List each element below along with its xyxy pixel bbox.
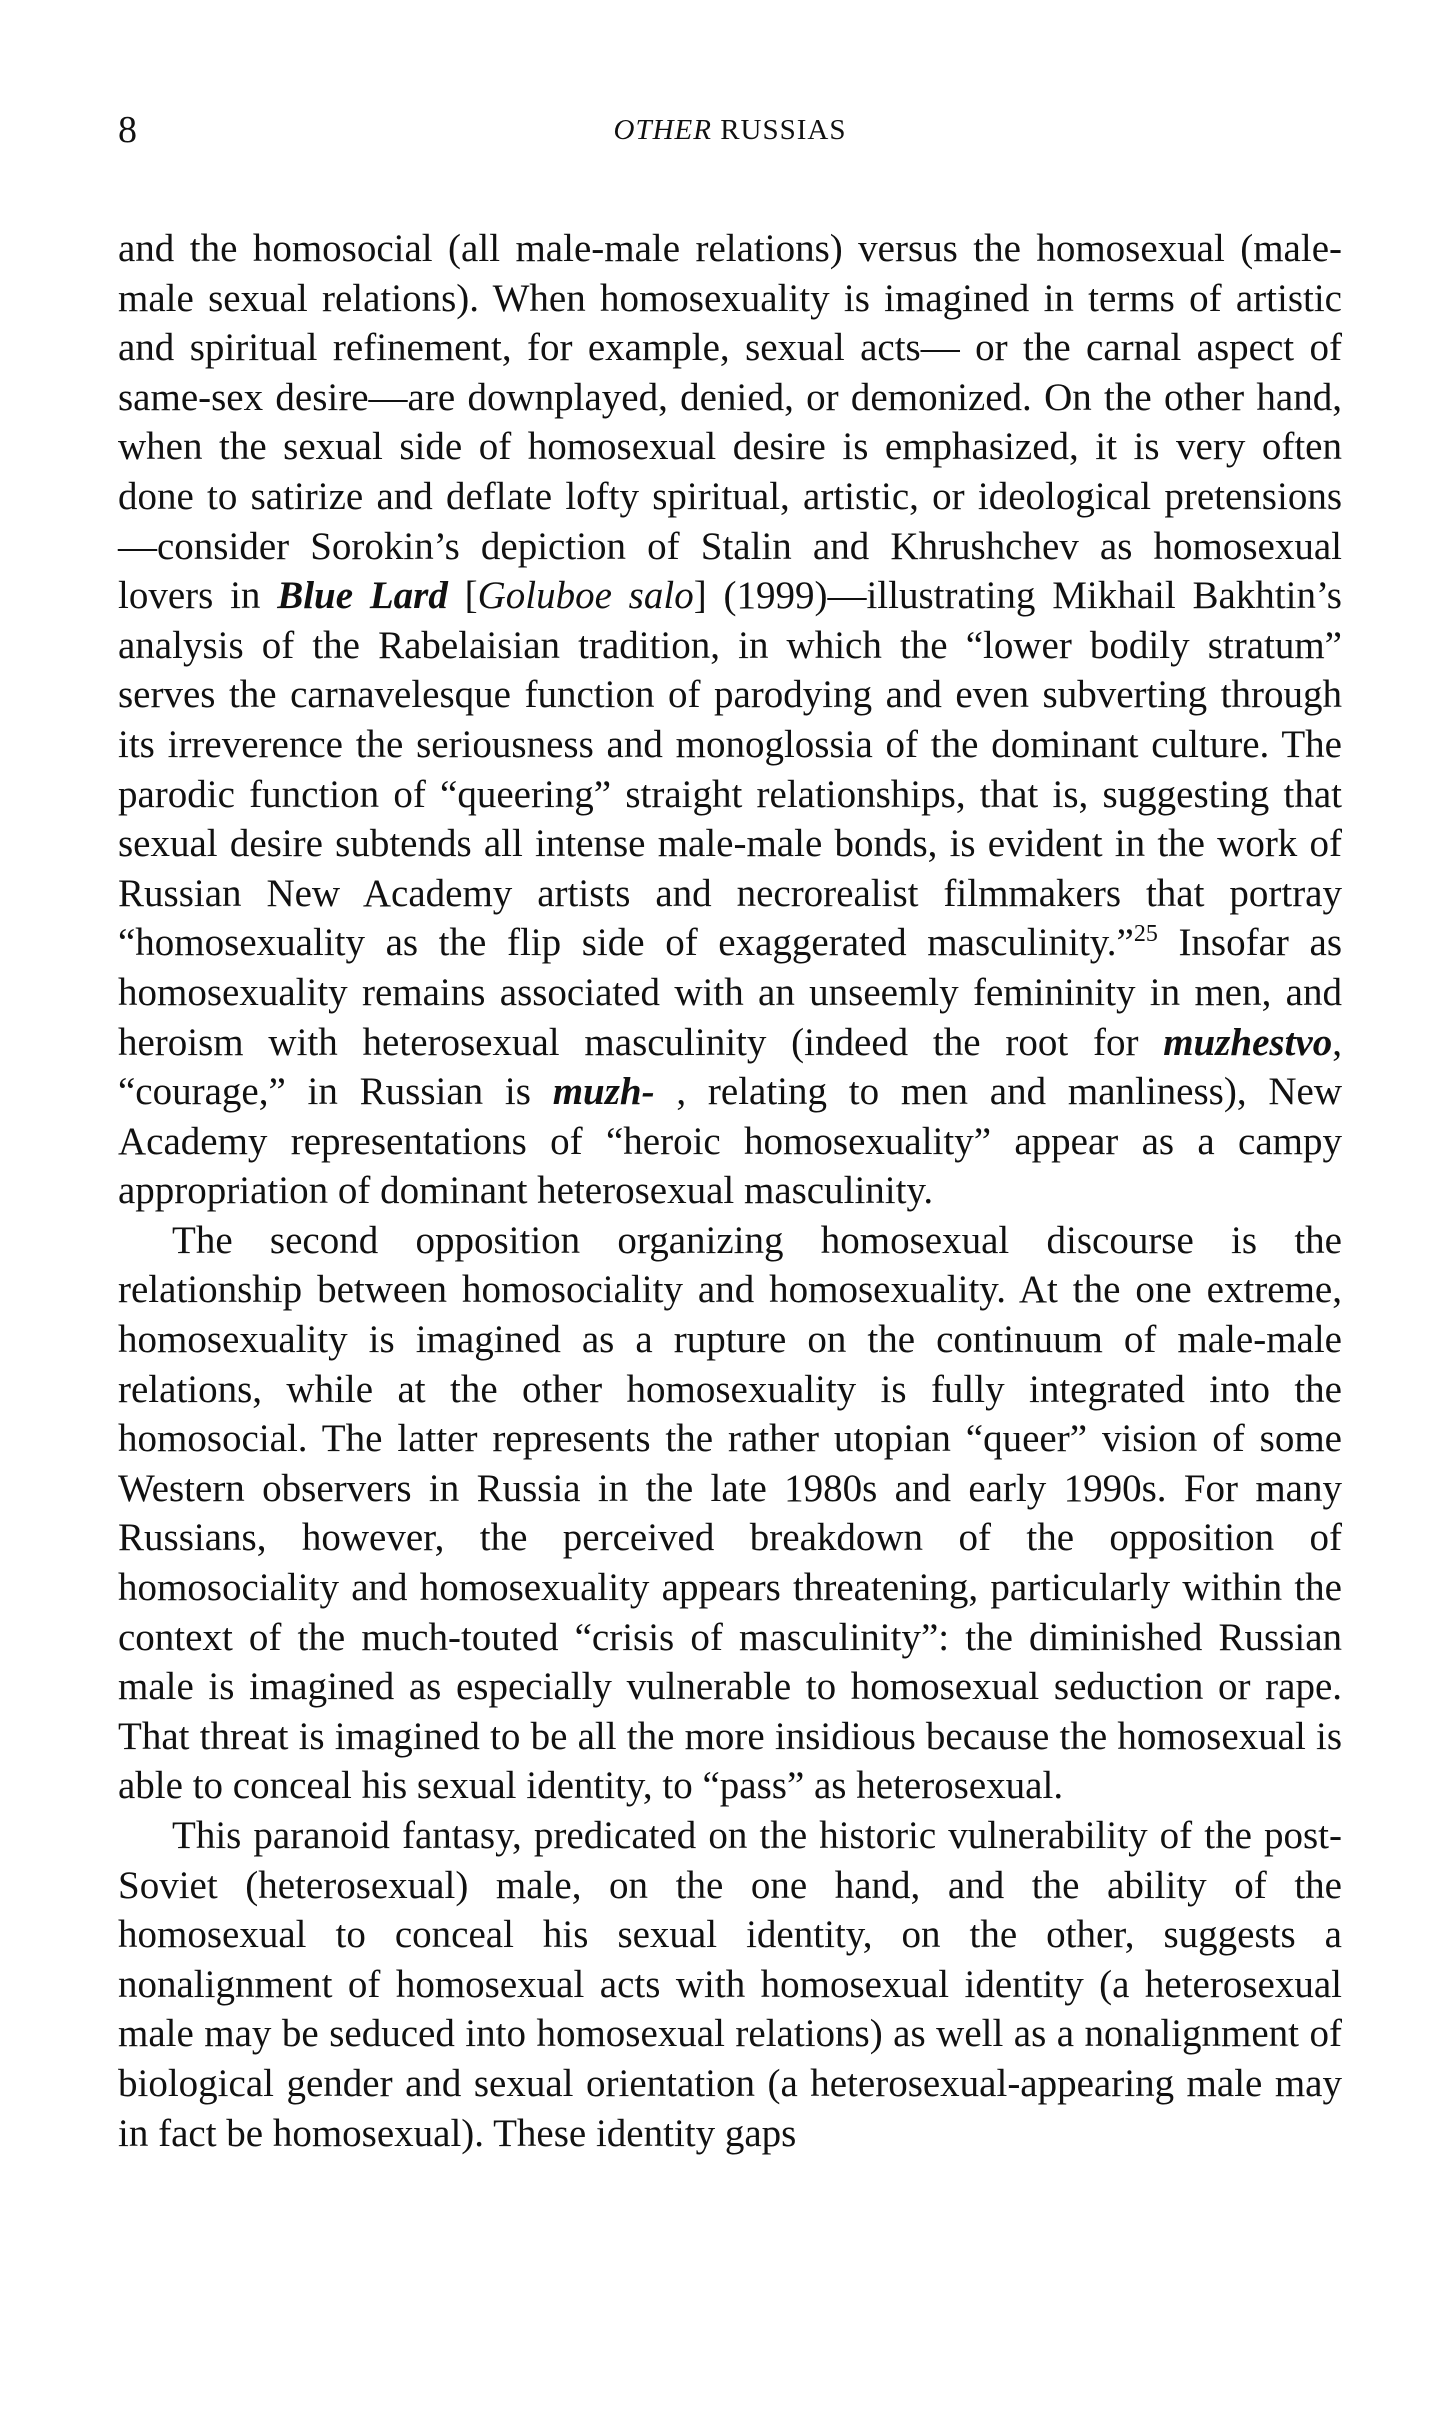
running-title	[118, 100, 1342, 160]
term-muzh: muzh-	[552, 1070, 655, 1114]
book-page	[118, 100, 1342, 2158]
running-title-rest: RUSSIAS	[711, 114, 847, 146]
body-text	[118, 224, 1342, 2158]
running-head	[118, 100, 1342, 160]
term-muzhestvo: muzhestvo	[1163, 1020, 1333, 1064]
running-title-italic: OTHER	[613, 114, 712, 146]
paragraph-2: The second opposition organizing homosexual discourse is the relationship between homosociality and homosexuality. At the one extreme, homosexuality is imagined as a rupture on the continuum of male-male relations, while at the other homosexuality is fully integrated into the homosocial. The latter represents the rather utopian “queer” vision of some Western observers in Russia in the late 1980s and early 1990s. For many Russians, however, the perceived breakdown of the opposition of homosociality and homosexuality appears threatening, particularly within the context of the much-touted “crisis of masculinity”: the diminished Russian male is imagined as especially vulnerable to homosexual seduction or rape. That threat is imagined to be all the more insidious because the homosexual is able to conceal his sexual identity, to “pass” as heterosexual.	[118, 1218, 1342, 1808]
paragraph-3: This paranoid fantasy, predicated on the historic vulnerability of the post-Soviet (heterosexual) male, on the one hand, and the ability of the homosexual to conceal his sexual identity, on the other, suggests a nonalignment of homosexual acts with homosexual identity (a heterosexual male may be seduced into homosexual relations) as well as a nonalignment of biological gender and sexual orientation (a heterosexual-appearing male may in fact be homosexual). These identity gaps	[118, 1814, 1342, 2155]
title-goluboe-salo: Goluboe salo	[477, 574, 694, 618]
page-number: 8	[118, 109, 137, 151]
title-blue-lard: Blue Lard	[277, 574, 448, 618]
paragraph-1: and the homosocial (all male-male relations) versus the homosexual (male-male sexual relations). When homosexuality is imagined in terms of artistic and spiritual refinement, for example, sexual acts— or the carnal aspect of same-sex desire—are downplayed, denied, or demonized. On the other hand, when the sexual side of homosexual desire is emphasized, it is very often done to satirize and deflate lofty spiritual, artistic, or ideological pretensions—consider Sorokin’s depiction of Stalin and Khrushchev as homosexual lovers in Blue Lard [Goluboe salo] (1999)—illustrating Mikhail Bakhtin’s analysis of the Rabelaisian tradition, in which the “lower bodily stratum” serves the carnavelesque function of parodying and even subverting through its irreverence the seriousness and monoglossia of the dominant culture. The parodic function of “queering” straight relationships, that is, suggesting that sexual desire subtends all intense male-male bonds, is evident in the work of Russian New Academy artists and necrorealist filmmakers that portray “homosexuality as the flip side of exaggerated masculinity.”$^{25}$ Insofar as homosexuality remains associated with an unseemly femininity in men, and heroism with heterosexual masculinity (indeed the root for muzhestvo, “courage,” in Russian is muzh- , relating to men and manliness), New Academy representations of “heroic homosexuality” appear as a campy appropriation of dominant heterosexual masculinity.	[118, 227, 1342, 1213]
footnote-marker: 25	[1133, 921, 1158, 948]
